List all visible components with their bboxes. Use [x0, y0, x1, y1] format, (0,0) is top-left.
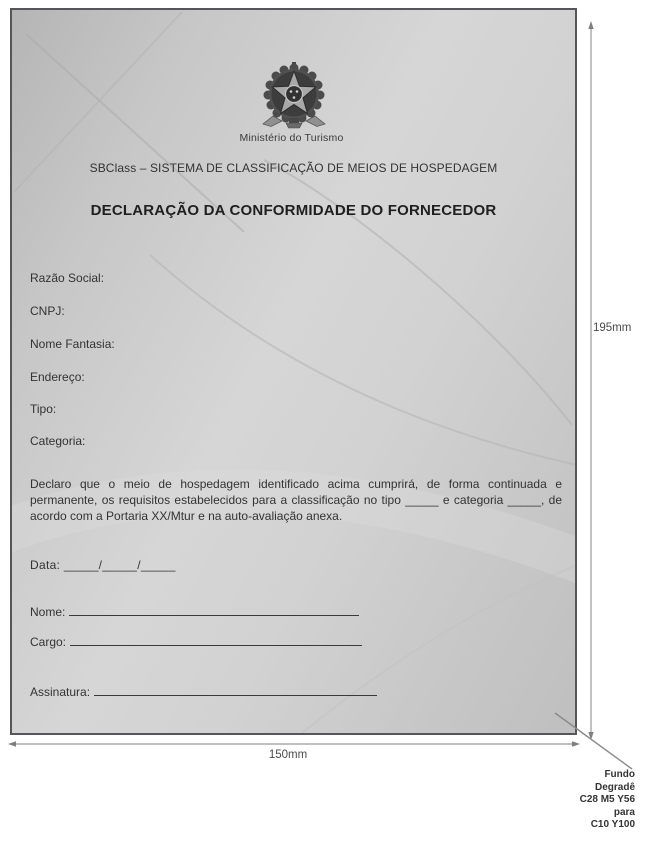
ministry-label: Ministério do Turismo	[239, 132, 344, 144]
signature-label-cargo: Cargo:	[30, 635, 67, 649]
field-label-cnpj: CNPJ:	[30, 304, 65, 318]
gradient-spec-note	[580, 769, 635, 832]
field-label-razao-social: Razão Social:	[30, 271, 105, 285]
field-label-tipo: Tipo:	[30, 402, 57, 416]
signature-label-nome: Nome:	[30, 605, 66, 619]
signature-row-assinatura	[30, 684, 377, 699]
field-label-endereco: Endereço:	[30, 370, 85, 384]
field-label-categoria: Categoria:	[30, 434, 86, 448]
gradient-note-line: Degradê	[594, 781, 635, 793]
document-page	[10, 8, 577, 735]
signature-blank-line	[69, 604, 359, 616]
brazil-coat-of-arms-icon	[261, 60, 327, 132]
gradient-note-line: para	[613, 806, 635, 818]
document-title: DECLARAÇÃO DA CONFORMIDADE DO FORNECEDOR	[90, 202, 497, 219]
gradient-note-line: C28 M5 Y56	[579, 794, 635, 805]
gradient-note-line: C10 Y100	[590, 819, 635, 830]
width-dimension-label: 150mm	[268, 749, 308, 761]
declaration-paragraph: Declaro que o meio de hospedagem identificado acima cumprirá, de forma continuada e permanente, os requisitos estabelecidos para a classificação no tipo _____ e categoria _____, de acordo com a Portaria XX/Mtur e na auto-avaliação anexa.	[30, 477, 562, 523]
height-dimension-label: 195mm	[593, 322, 632, 334]
system-heading: SBClass – SISTEMA DE CLASSIFICAÇÃO DE MEIOS DE HOSPEDAGEM	[89, 161, 498, 175]
signature-row-cargo	[30, 634, 362, 649]
field-label-nome-fantasia: Nome Fantasia:	[30, 337, 115, 351]
date-field: Data: _____/_____/_____	[30, 558, 176, 572]
signature-label-assinatura: Assinatura:	[30, 685, 91, 699]
emblem-container	[12, 60, 575, 134]
gradient-note-line: Fundo	[604, 769, 635, 780]
signature-blank-line	[94, 684, 377, 696]
signature-blank-line	[70, 634, 362, 646]
signature-row-nome	[30, 604, 359, 619]
